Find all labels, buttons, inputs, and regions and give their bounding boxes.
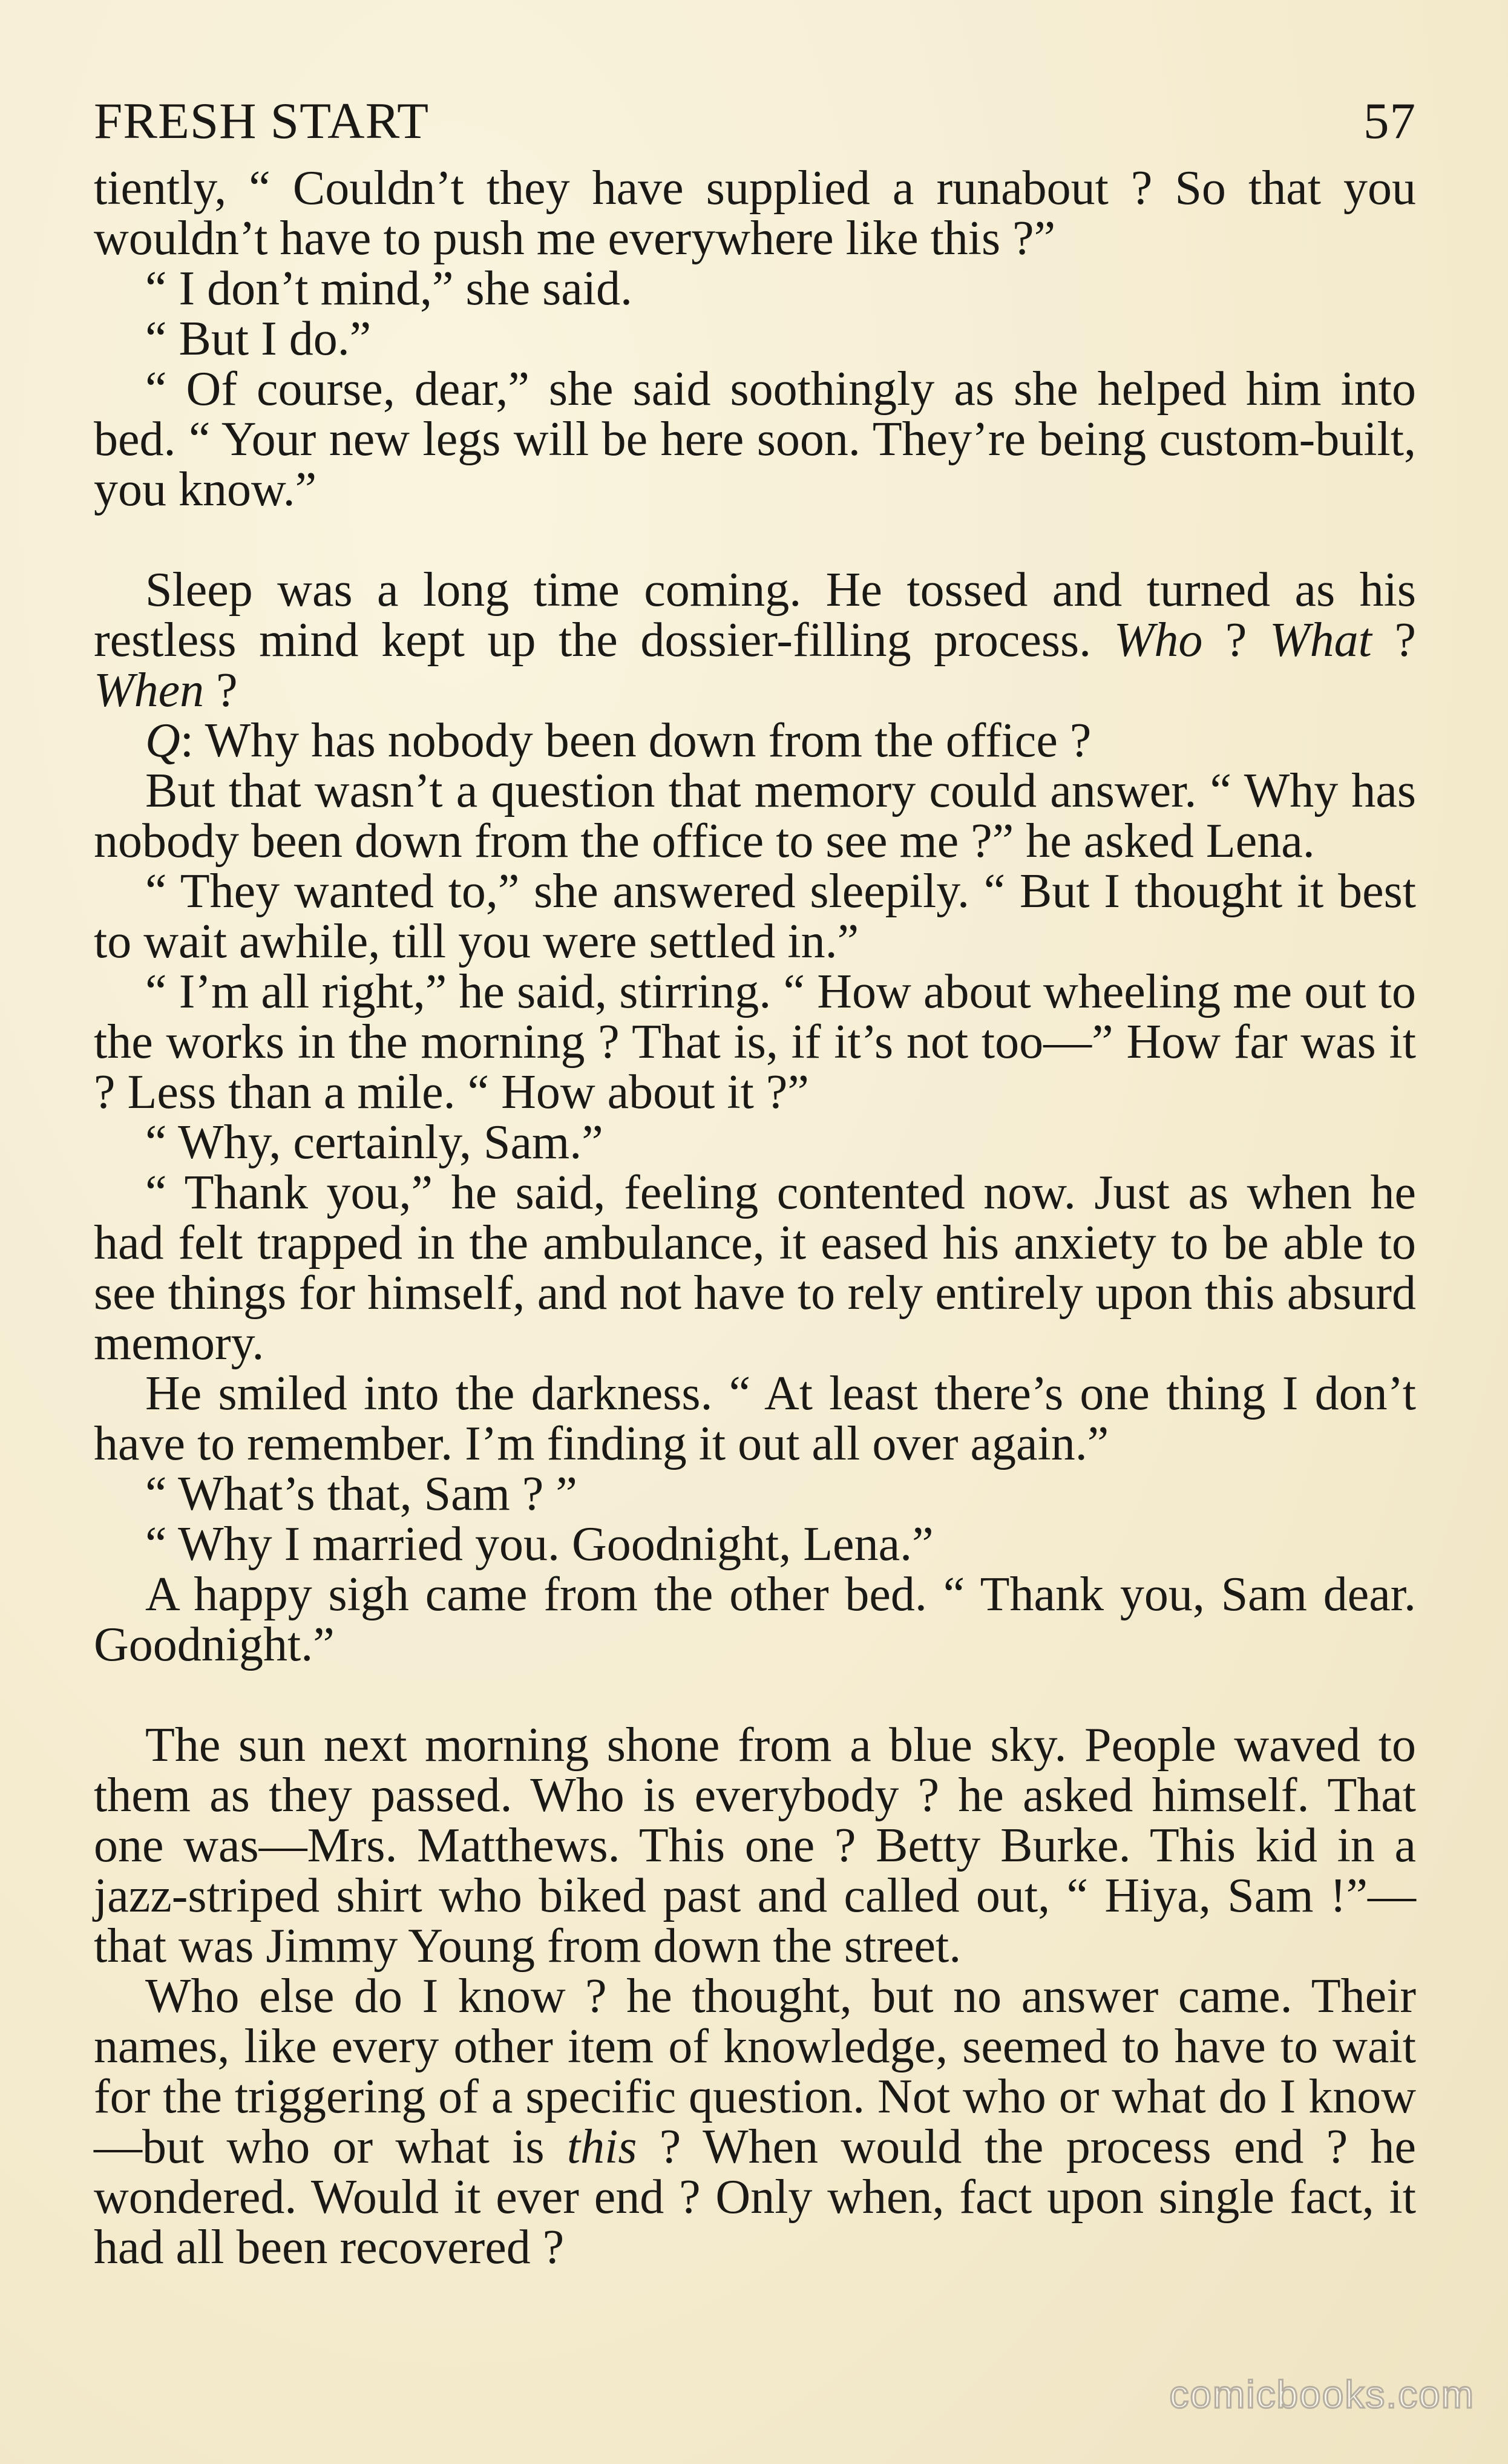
- paragraph: [94, 1570, 1416, 1670]
- paragraph: [94, 364, 1416, 515]
- text-run: “ I don’t mind,” she said.: [145, 262, 633, 315]
- text-run: “ Why, certainly, Sam.”: [145, 1116, 603, 1169]
- italic-text: When: [94, 664, 205, 717]
- page-number: 57: [1363, 93, 1416, 149]
- paragraph: [94, 163, 1416, 264]
- text-run: ? When would the process end ? he wondered. Would it ever end ? Only when, fact upon single fact, it had all been recovered ?: [94, 2120, 1416, 2274]
- paragraph: [94, 1971, 1416, 2273]
- text-run: “ Thank you,” he said, feeling contented now. Just as when he had felt trapped in the ambulance, it eased his anxiety to be able to see things for himself, and not have to rely entirely upon this absurd memory.: [94, 1166, 1416, 1370]
- paragraph: [94, 1469, 1416, 1519]
- watermark: comicbooks.com: [1169, 2373, 1475, 2416]
- paragraph: [94, 1519, 1416, 1570]
- text-run: Sleep was a long time coming. He tossed and turned as his restless mind kept up the dossier-filling process.: [94, 563, 1416, 667]
- paragraph: [94, 1369, 1416, 1469]
- italic-text: this: [566, 2120, 637, 2174]
- text-run: ?: [204, 664, 238, 717]
- text-run: Who else do I know ? he thought, but no answer came. Their names, like every other item of knowledge, seemed to have to wait for the triggering of a specific question. Not who or what do I know—but who or what is: [94, 1970, 1416, 2174]
- text-run: A happy sigh came from the other bed. “ Thank you, Sam dear. Goodnight.”: [94, 1568, 1416, 1671]
- text-run: “ I’m all right,” he said, stirring. “ How about wheeling me out to the works in the morning ? That is, if it’s not too—” How far was it ? Less than a mile. “ How about it ?”: [94, 965, 1416, 1119]
- text-run: : Why has nobody been down from the office ?: [180, 714, 1092, 767]
- running-header: [94, 91, 1416, 151]
- text-run: “ Why I married you. Goodnight, Lena.”: [145, 1518, 934, 1571]
- text-run: The sun next morning shone from a blue sky. People waved to them as they passed. Who is everybody ? he asked himself. That one was—Mrs. Matthews. This one ? Betty Burke. This kid in a jazz-striped shirt who biked past and called out, “ Hiya, Sam !”—that was Jimmy Young from down the street.: [94, 1719, 1416, 1973]
- paragraph: [94, 1720, 1416, 1971]
- text-run: He smiled into the darkness. “ At least there’s one thing I don’t have to remember. I’m finding it out all over again.”: [94, 1367, 1416, 1470]
- italic-text: Q: [145, 714, 180, 767]
- text-run: tiently, “ Couldn’t they have supplied a runabout ? So that you wouldn’t have to push me everywhere like this ?”: [94, 162, 1416, 265]
- italic-text: What: [1270, 614, 1372, 667]
- paragraph: [94, 716, 1416, 766]
- body-text: [94, 163, 1416, 2273]
- paragraph: [94, 1118, 1416, 1168]
- text-run: “ Of course, dear,” she said soothingly as she helped him into bed. “ Your new legs will be here soon. They’re being custom-built, you know.”: [94, 362, 1416, 516]
- paragraph: [94, 766, 1416, 867]
- paragraph: [94, 565, 1416, 716]
- text-run: “ What’s that, Sam ? ”: [145, 1467, 577, 1521]
- book-page: [94, 91, 1416, 2273]
- text-run: But that wasn’t a question that memory could answer. “ Why has nobody been down from the office to see me ?” he asked Lena.: [94, 764, 1416, 868]
- paragraph: [94, 967, 1416, 1118]
- text-run: ?: [1202, 614, 1270, 667]
- italic-text: Who: [1113, 614, 1203, 667]
- paragraph: [94, 1168, 1416, 1369]
- chapter-title: FRESH START: [94, 93, 430, 149]
- paragraph: [94, 264, 1416, 314]
- text-run: ?: [1371, 614, 1417, 667]
- text-run: “ But I do.”: [145, 312, 372, 365]
- paragraph: [94, 314, 1416, 364]
- text-run: “ They wanted to,” she answered sleepily. “ But I thought it best to wait awhile, till you were settled in.”: [94, 865, 1416, 968]
- paragraph: [94, 867, 1416, 967]
